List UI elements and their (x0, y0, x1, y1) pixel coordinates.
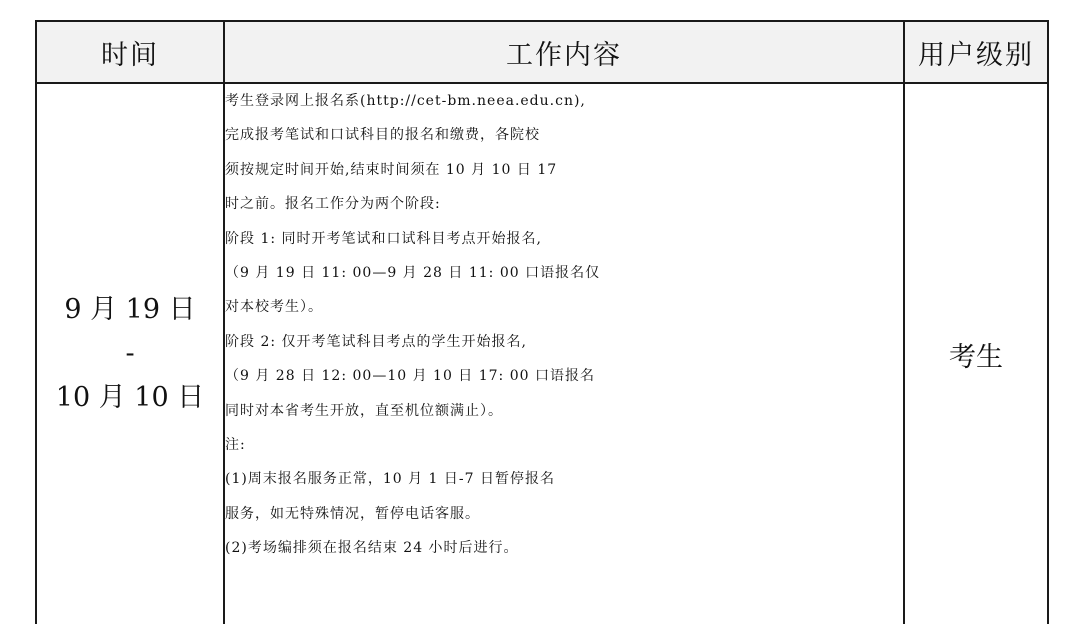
table-row (36, 83, 1048, 624)
content-line: 服务，如无特殊情况，暂停电话客服。 (225, 505, 480, 522)
content-line: 注: (225, 437, 246, 454)
content-line: 对本校考生）。 (225, 299, 323, 316)
header-user-level: 用户级别 (904, 21, 1048, 83)
content-cell (224, 83, 904, 624)
header-content: 工作内容 (224, 21, 904, 83)
time-end: 10 月 10 日 (55, 382, 205, 413)
table-header-row (36, 21, 1048, 83)
user-level-cell: 考生 (904, 83, 1048, 624)
content-line: 考生登录网上报名系(http://cet-bm.neea.edu.cn), (225, 93, 586, 109)
time-start: 9 月 19 日 (64, 294, 196, 325)
content-line: 同时对本省考生开放，直至机位额满止）。 (225, 402, 503, 419)
header-time: 时间 (36, 21, 224, 83)
content-line: (1)周末报名服务正常，10 月 1 日-7 日暂停报名 (225, 471, 555, 488)
registration-schedule-table (35, 20, 1049, 624)
time-cell (36, 83, 224, 624)
content-line: 时之前。报名工作分为两个阶段: (225, 196, 441, 213)
time-separator: - (125, 338, 135, 369)
content-line: 须按规定时间开始,结束时间须在 10 月 10 日 17 (225, 161, 558, 178)
content-line: 阶段 2: 仅开考笔试科目考点的学生开始报名, (225, 333, 527, 350)
content-line: 阶段 1: 同时开考笔试和口试科目考点开始报名, (225, 230, 542, 247)
content-line: 完成报考笔试和口试科目的报名和缴费，各院校 (225, 127, 540, 144)
content-line: (2)考场编排须在报名结束 24 小时后进行。 (225, 540, 519, 557)
content-line: （9 月 28 日 12: 00—10 月 10 日 17: 00 口语报名 (225, 368, 595, 385)
content-line: （9 月 19 日 11: 00—9 月 28 日 11: 00 口语报名仅 (225, 265, 601, 282)
